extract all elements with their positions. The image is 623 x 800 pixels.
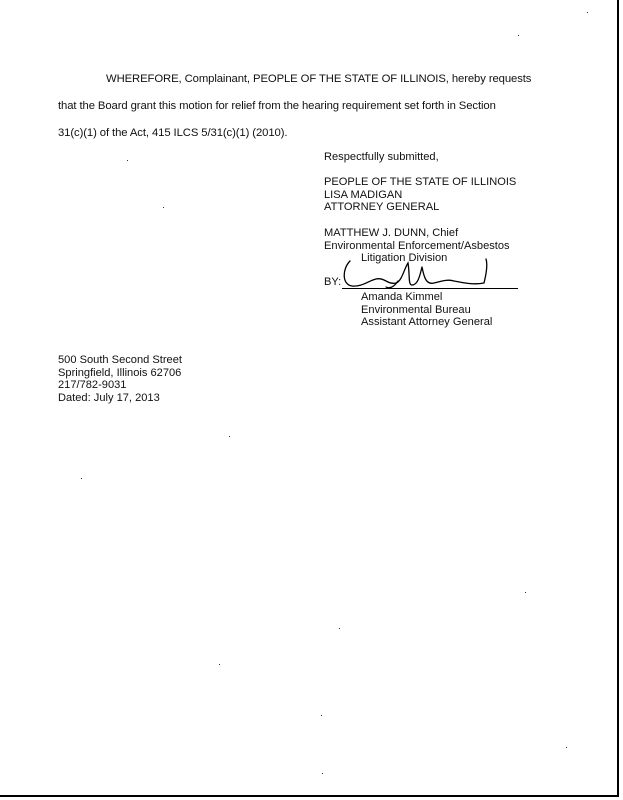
scan-speck: [163, 207, 164, 208]
signer-name: Amanda Kimmel: [361, 291, 443, 303]
signature-row: [324, 255, 524, 295]
address-phone: 217/782-9031: [58, 379, 127, 391]
address-street: 500 South Second Street: [58, 354, 182, 366]
address-city: Springfield, Illinois 62706: [58, 366, 182, 379]
closing-text: Respectfully submitted,: [324, 151, 439, 163]
scan-speck: [587, 12, 588, 13]
scan-speck: [525, 592, 526, 593]
by-label: BY:: [324, 276, 342, 288]
party-block: [324, 176, 516, 214]
scan-edge-mark: [334, 796, 344, 797]
party-line-3: ATTORNEY GENERAL: [324, 201, 440, 213]
scan-speck: [321, 715, 322, 716]
paragraph-line-2: that the Board grant this motion for relief from the hearing requirement set forth in Section: [58, 100, 496, 112]
scan-speck: [229, 436, 230, 437]
scan-speck: [566, 747, 567, 748]
signature-line: [342, 288, 518, 289]
paragraph-line-1: WHEREFORE, Complainant, PEOPLE OF THE STATE OF ILLINOIS, hereby requests: [106, 73, 532, 85]
scan-speck: [127, 160, 128, 161]
scan-speck: [219, 664, 220, 665]
chief-line-1: MATTHEW J. DUNN, Chief: [324, 227, 459, 239]
signer-block: [361, 291, 492, 329]
signer-bureau: Environmental Bureau: [361, 303, 471, 316]
paragraph-line-3: 31(c)(1) of the Act, 415 ILCS 5/31(c)(1) (2010).: [58, 127, 288, 139]
chief-line-3: Litigation Division: [361, 252, 448, 264]
signer-title: Assistant Attorney General: [361, 316, 493, 328]
address-block: [58, 354, 182, 404]
chief-line-2: Environmental Enforcement/Asbestos: [324, 239, 510, 252]
scan-speck: [518, 35, 519, 36]
scan-speck: [339, 628, 340, 629]
address-dated: Dated: July 17, 2013: [58, 391, 160, 404]
party-line-1: PEOPLE OF THE STATE OF ILLINOIS: [324, 176, 517, 188]
handwritten-signature: [338, 255, 488, 291]
scan-speck: [81, 478, 82, 479]
scan-speck: [322, 773, 323, 774]
party-line-2: LISA MADIGAN: [324, 188, 403, 201]
